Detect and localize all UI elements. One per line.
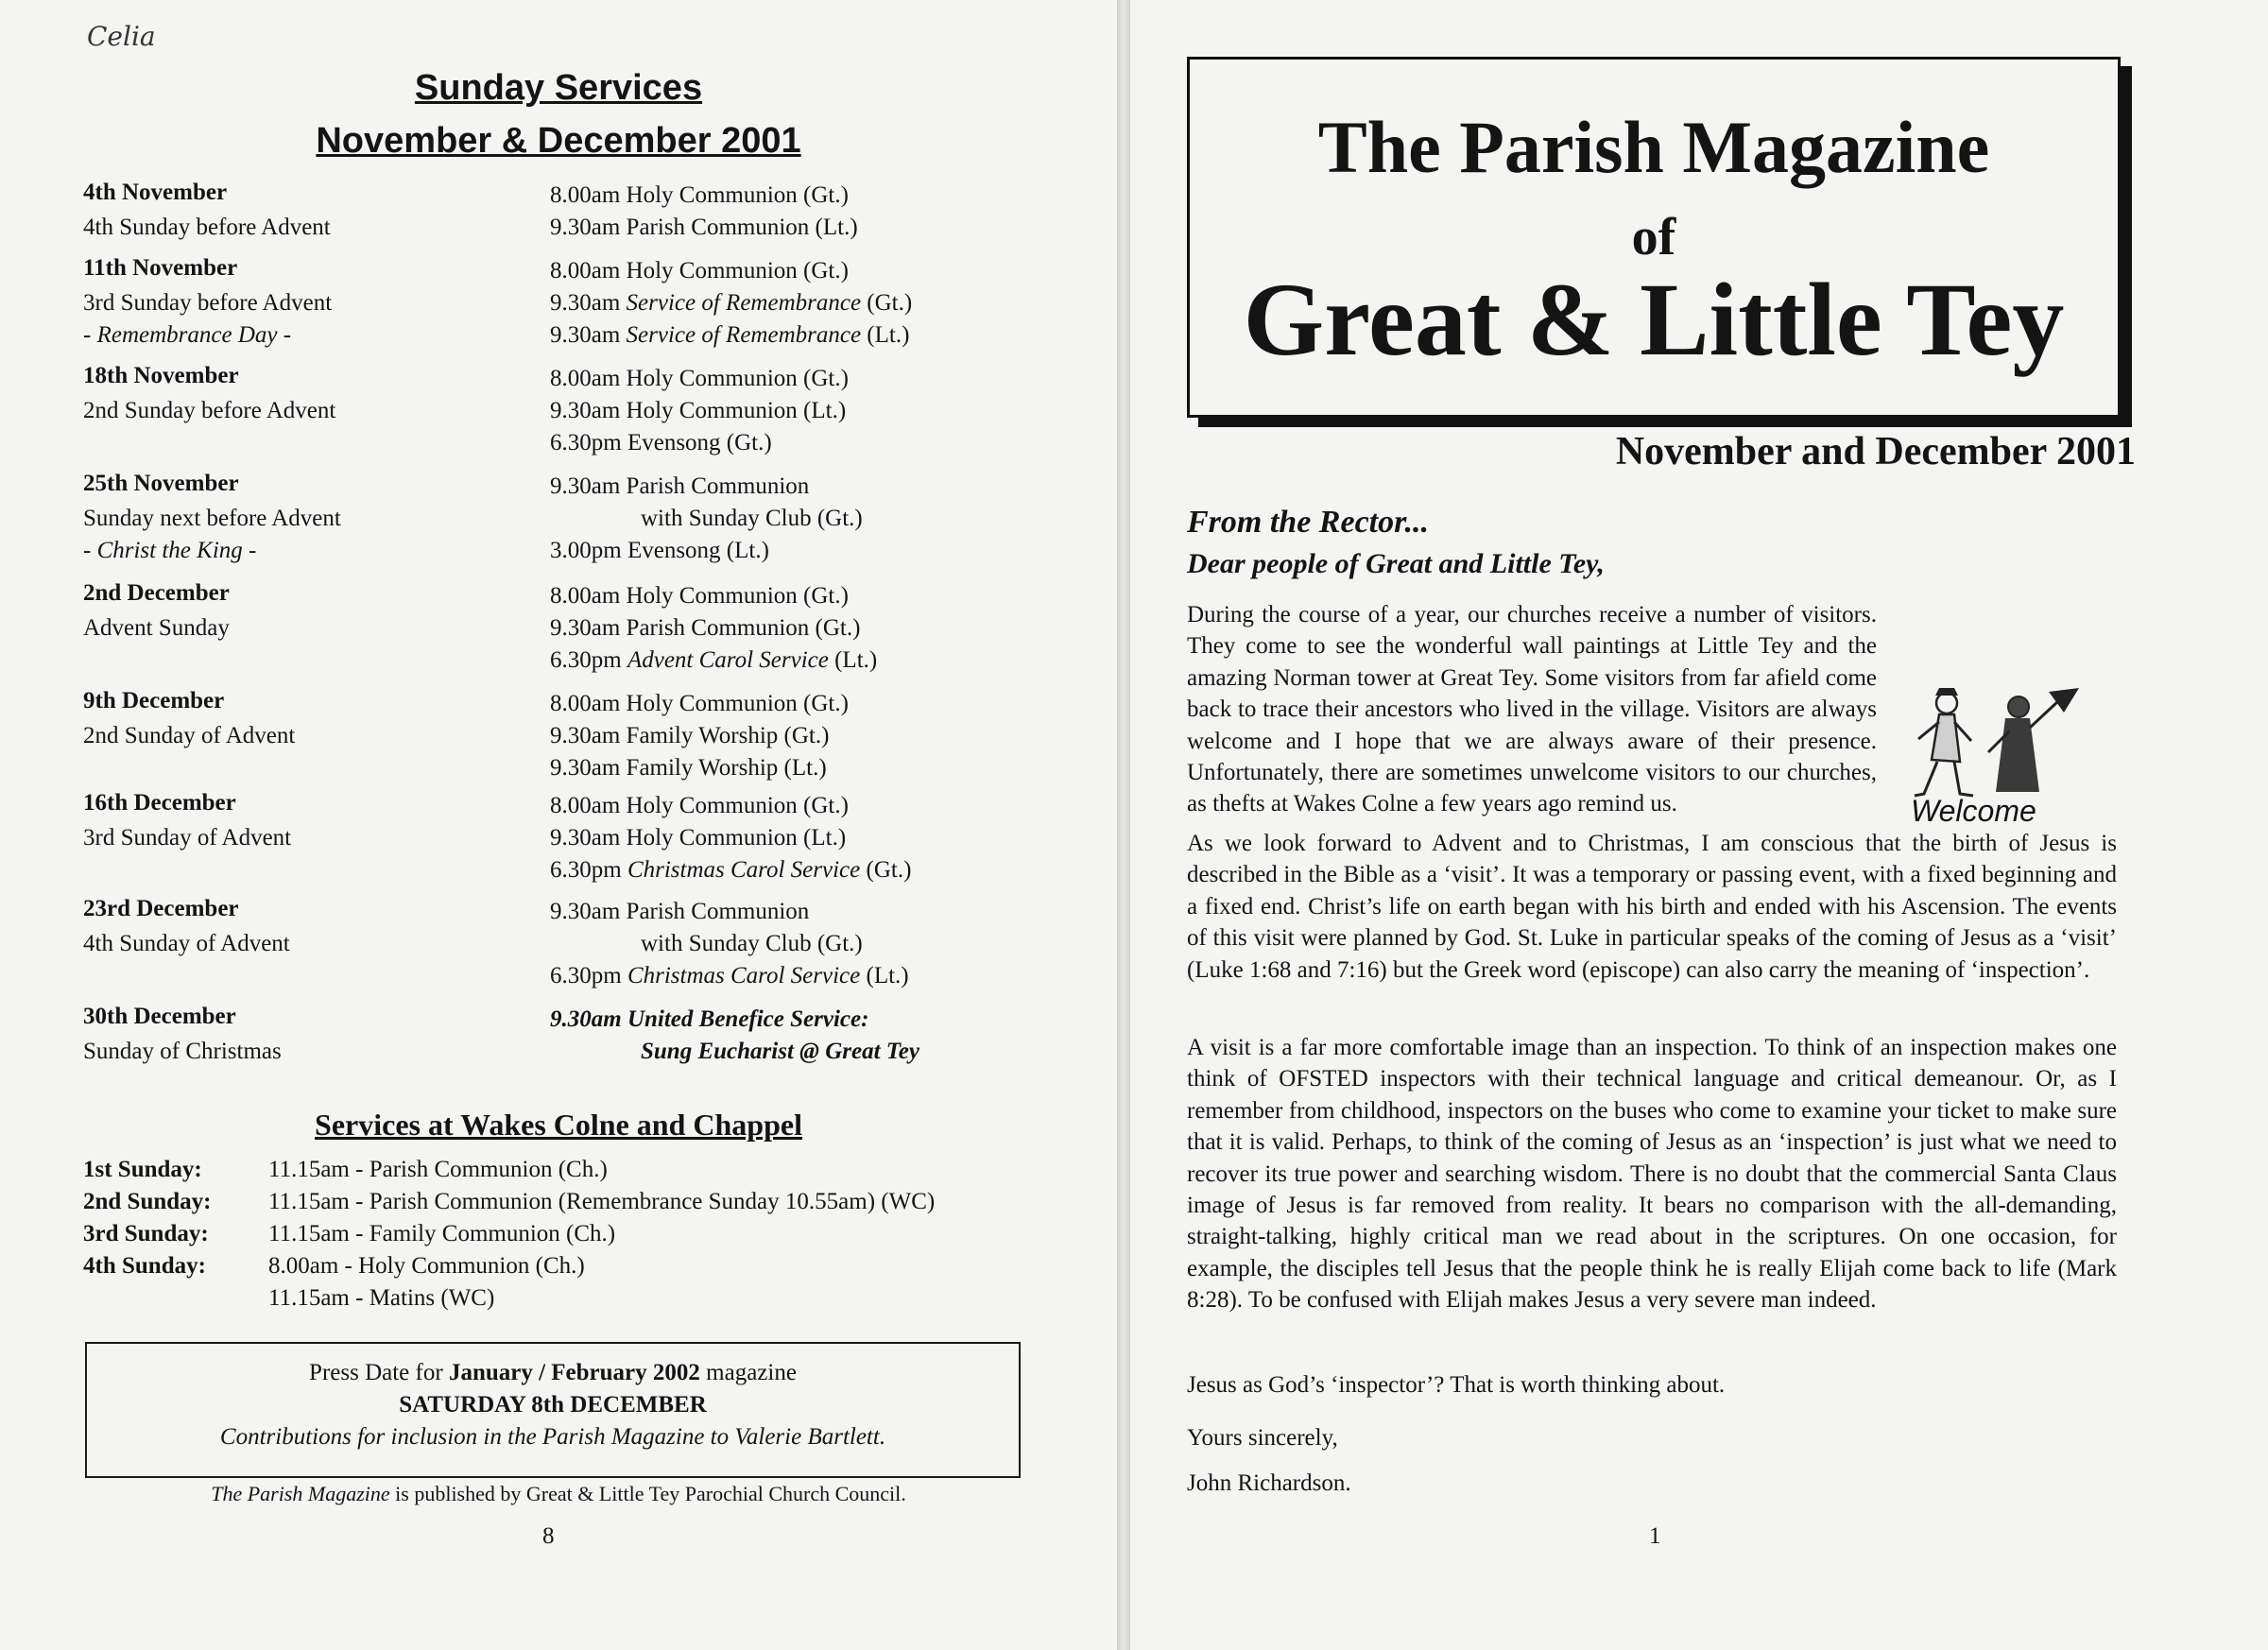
service-date: 4th November [83,180,228,205]
service-time-line: 8.00am Holy Communion (Gt.) [550,793,849,818]
service-time-line: 9.30am Parish Communion [550,899,810,924]
wakes-colne-day: 2nd Sunday: [83,1189,212,1214]
service-time-line: 8.00am Holy Communion (Gt.) [550,691,849,716]
wakes-colne-row [83,1221,615,1247]
letter-heading: From the Rector... [1187,505,1429,540]
issue-date: November and December 2001 [1615,430,2136,473]
service-occasion [83,212,331,244]
service-occasion-line: 4th Sunday before Advent [83,215,331,240]
service-occasion-line: Advent Sunday [83,615,230,641]
welcome-cartoon-icon [1898,675,2113,864]
service-date: 30th December [83,1004,236,1029]
wakes-colne-service: 11.15am - Matins (WC) [268,1285,495,1311]
services-subtitle: November & December 2001 [316,121,801,161]
masthead-parish-name: Great & Little Tey [1243,262,2065,377]
service-occasion [83,287,332,352]
service-time-line: 6.30pm Christmas Carol Service (Lt.) [550,963,909,988]
wakes-colne-service: 11.15am - Parish Communion (Ch.) [268,1157,608,1182]
service-times [550,790,911,886]
welcome-caption: Welcome [1911,794,2036,828]
service-time-line: 6.30pm Christmas Carol Service (Gt.) [550,857,912,883]
press-date-box [85,1342,1021,1478]
service-occasion-line: 4th Sunday of Advent [83,931,290,956]
service-occasion [83,928,290,960]
service-time-line: Sung Eucharist @ Great Tey [641,1039,919,1064]
service-occasion-line: 2nd Sunday of Advent [83,723,296,748]
service-time-line: 9.30am Holy Communion (Lt.) [550,825,847,851]
service-time-line: 9.30am United Benefice Service: [550,1006,869,1032]
wakes-colne-service: 8.00am - Holy Communion (Ch.) [268,1253,585,1279]
service-times [550,471,863,567]
service-time-line: 9.30am Holy Communion (Lt.) [550,398,847,423]
service-occasion-line: - Christ the King - [83,538,257,563]
service-occasion-line: 2nd Sunday before Advent [83,398,336,423]
letter-salutation: Dear people of Great and Little Tey, [1187,548,1605,579]
service-time-line: 9.30am Family Worship (Lt.) [550,755,827,781]
service-times [550,580,877,677]
letter-paragraph-3: A visit is a far more comfortable image than an inspection. To think of an inspection makes one think of OFSTED inspectors with their technical language and critical demeanour. Or, as I remember from childhood, inspectors on the buses who come to examine your ticket to make sure that it is valid. Perhaps, to think of the coming of Jesus as an ‘inspection’ is just what we need to recover its true power and searching wisdom. There is no doubt that the commercial Santa Claus image of Jesus is far removed from reality. It bears no comparison with the all-demanding, straight-talking, highly critical man we read about in the scriptures. On one occasion, for example, the disciples tell Jesus that the people think he is really Elijah come back to life (Mark 8:28). To be confused with Elijah makes Jesus a very severe man indeed. [1187,1035,2117,1314]
service-occasion-line: - Remembrance Day - [83,322,292,348]
service-occasion [83,720,295,752]
page-number-right: 1 [1649,1523,1661,1549]
service-date: 2nd December [83,580,230,606]
service-time-line: 6.30pm Advent Carol Service (Lt.) [550,647,878,673]
service-date: 16th December [83,790,236,816]
services-title: Sunday Services [414,68,703,108]
service-occasion-line: Sunday next before Advent [83,506,341,531]
service-times [550,363,849,459]
wakes-colne-row [83,1189,935,1215]
service-occasion [83,822,291,854]
wakes-colne-title: Services at Wakes Colne and Chappel [315,1108,802,1142]
wakes-colne-service: 11.15am - Parish Communion (Remembrance Sunday 10.55am) (WC) [268,1189,936,1214]
letter-paragraph-1: During the course of a year, our churches receive a number of visitors. They come to see the wonderful wall paintings at Little Tey and the amazing Norman tower at Great Tey. Some visitors from far afield come back to trace their ancestors who lived in the village. Visitors are always welcome and I hope that we are always aware of their presence. Unfortunately, there are sometimes unwelcome visitors to our churches, as thefts at Wakes Colne a few years ago remind us. [1187,602,1877,817]
service-occasion [83,395,335,427]
wakes-colne-day: 4th Sunday: [83,1253,206,1279]
service-date: 18th November [83,363,239,388]
letter-signature: John Richardson. [1187,1470,1351,1496]
wakes-colne-row [83,1253,585,1280]
service-date: 9th December [83,688,225,713]
wakes-colne-day: 3rd Sunday: [83,1221,209,1246]
service-time-line: 9.30am Service of Remembrance (Lt.) [550,322,910,348]
service-time-line: 8.00am Holy Communion (Gt.) [550,182,849,208]
press-date-line: Press Date for January / February 2002 magazine [309,1360,797,1385]
page-fold [1117,0,1130,1650]
service-times [550,1004,919,1068]
wakes-colne-row [83,1285,494,1312]
handwritten-note: Celia [87,21,156,52]
service-times [550,255,912,352]
service-time-line: with Sunday Club (Gt.) [641,506,863,531]
publisher-note: The Parish Magazine is published by Great & Little Tey Parochial Church Council. [211,1482,906,1505]
service-time-line: 3.00pm Evensong (Lt.) [550,538,769,563]
service-time-line: 9.30am Parish Communion (Lt.) [550,215,858,240]
service-occasion [83,503,341,567]
service-occasion [83,1036,282,1068]
service-time-line: 9.30am Parish Communion [550,473,810,499]
service-time-line: 8.00am Holy Communion (Gt.) [550,366,849,391]
service-times [550,896,909,992]
wakes-colne-day: 1st Sunday: [83,1157,202,1182]
letter-paragraph-2: As we look forward to Advent and to Christmas, I am conscious that the birth of Jesus is described in the Bible as a ‘visit’. It was a temporary or passing event, with a fixed beginning and a fixed end. Christ’s life on earth began with his birth and ended with his Ascension. The events of this visit were planned by God. St. Luke in particular speaks of the coming of Jesus as a ‘visit’ (Luke 1:68 and 7:16) but the Greek word (episcope) can also carry the meaning of ‘inspection’. [1187,831,2117,983]
service-times [550,180,858,244]
service-time-line: 9.30am Family Worship (Gt.) [550,723,830,748]
masthead [1187,57,2121,418]
wakes-colne-service: 11.15am - Family Communion (Ch.) [268,1221,616,1246]
masthead-title: The Parish Magazine [1317,106,1990,188]
service-occasion [83,612,230,645]
service-time-line: 9.30am Parish Communion (Gt.) [550,615,861,641]
press-contributions-note: Contributions for inclusion in the Parish Magazine to Valerie Bartlett. [219,1424,886,1450]
service-time-line: 9.30am Service of Remembrance (Gt.) [550,290,913,316]
press-date-deadline: SATURDAY 8th DECEMBER [399,1392,707,1418]
letter-paragraph-4: Jesus as God’s ‘inspector’? That is worth thinking about. [1187,1372,1726,1398]
service-time-line: 8.00am Holy Communion (Gt.) [550,583,849,609]
service-time-line: 8.00am Holy Communion (Gt.) [550,258,849,284]
service-date: 23rd December [83,896,239,921]
service-occasion-line: 3rd Sunday before Advent [83,290,333,316]
service-date: 11th November [83,255,238,281]
masthead-of: of [1631,208,1676,266]
page-number-left: 8 [542,1523,555,1549]
service-times [550,688,849,784]
service-time-line: 6.30pm Evensong (Gt.) [550,430,772,455]
service-occasion-line: 3rd Sunday of Advent [83,825,292,851]
letter-closing: Yours sincerely, [1187,1425,1338,1451]
service-occasion-line: Sunday of Christmas [83,1039,282,1064]
wakes-colne-row [83,1157,608,1183]
service-date: 25th November [83,471,239,496]
service-time-line: with Sunday Club (Gt.) [641,931,863,956]
